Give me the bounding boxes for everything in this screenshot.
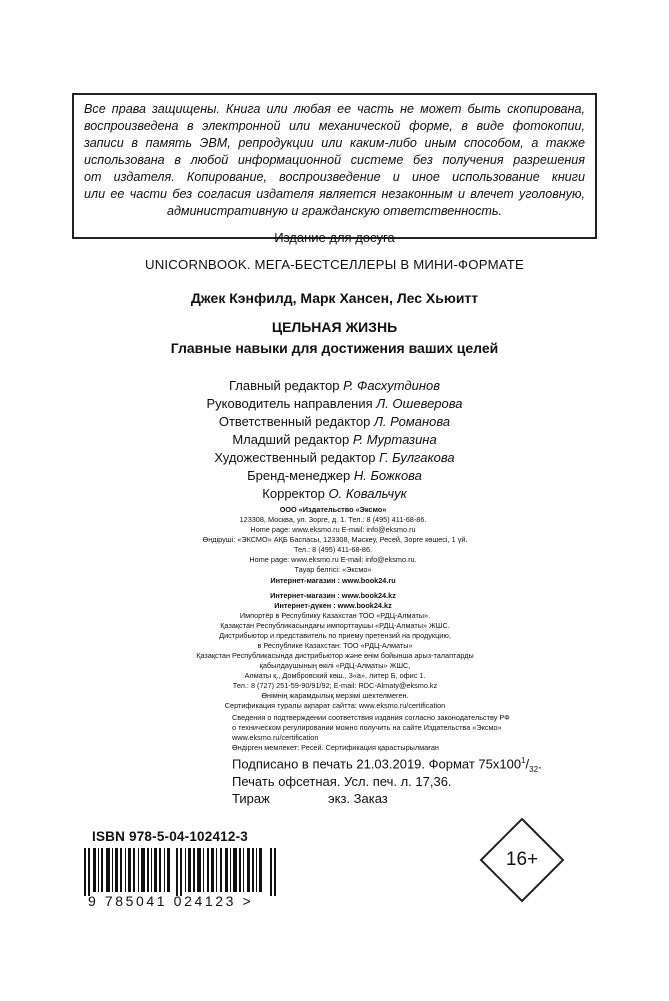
- rights-line: или ее части без согласия издателя является незаконным и влечет уголовную,: [84, 187, 585, 201]
- staff-role: Руководитель направления: [206, 396, 373, 411]
- cert-line: о техническом регулировании можно получить на сайте Издательства «Эксмо»: [232, 723, 502, 732]
- kz-line: Алматы қ., Домбровский көш., 3«а», литер Б, офис 1.: [244, 671, 426, 680]
- publisher-phone: Тел.: 8 (495) 411-68-86.: [293, 545, 373, 554]
- staff-line: [0, 450, 669, 465]
- publisher-address: 123308, Москва, ул. Зорге, д. 1. Тел.: 8 (495) 411-68-86.: [239, 515, 427, 524]
- authors: Джек Кэнфилд, Марк Хансен, Лес Хьюитт: [190, 290, 479, 306]
- kz-line: Қазақстан Республикасындағы импорттаушы «РДЦ-Алматы» ЖШС.: [220, 621, 450, 630]
- publisher-web: Home page: www.eksmo.ru E-mail: info@eksmo.ru: [250, 525, 416, 534]
- staff-name: Л. Романова: [374, 414, 451, 429]
- format-numerator: 1: [521, 756, 526, 765]
- cert-line: Өндірген мемлекет: Ресей. Сертификация қарастырылмаған: [232, 743, 439, 752]
- staff-role: Младший редактор: [232, 432, 350, 447]
- kz-line: Импортёр в Республику Казахстан ТОО «РДЦ-Алматы».: [239, 611, 431, 620]
- rights-line: от издателя. Копирование, воспроизведение и иное использование книги: [84, 170, 585, 184]
- rights-notice-box: [72, 93, 597, 239]
- cert-line: www.eksmo.ru/certification: [232, 733, 319, 742]
- circulation-label: Тираж: [232, 791, 270, 806]
- kz-line: Өнімнің жарамдылық мерзімі шектелмеген.: [261, 691, 409, 700]
- staff-line: [0, 378, 669, 393]
- staff-name: О. Ковальчук: [328, 486, 407, 501]
- staff-name: Г. Булгакова: [379, 450, 455, 465]
- staff-name: Л. Ошеверова: [376, 396, 463, 411]
- print-line: Печать офсетная. Усл. печ. л. 17,36.: [232, 774, 452, 789]
- staff-role: Художественный редактор: [214, 450, 376, 465]
- staff-name: Н. Божкова: [353, 468, 422, 483]
- series-title: UNICORNBOOK. МЕГА-БЕСТСЕЛЛЕРЫ В МИНИ-ФОРМАТЕ: [144, 257, 524, 272]
- staff-name: Р. Муртазина: [352, 432, 437, 447]
- rights-line: Все права защищены. Книга или любая ее часть не может быть скопирована,: [84, 102, 585, 116]
- shop-link: Интернет-магазин : www.book24.ru: [270, 576, 396, 585]
- kz-line: в Республике Казахстан: ТОО «РДЦ-Алматы»: [257, 641, 413, 650]
- signed-to-print: Подписано в печать 21.03.2019. Формат $75х100^1/_{32}$.: [232, 756, 542, 774]
- edition-type: Издание для досуга: [274, 230, 395, 245]
- staff-role: Бренд-менеджер: [247, 468, 351, 483]
- shop-link: Интернет-магазин : www.book24.kz: [270, 591, 396, 600]
- staff-line: [0, 414, 669, 429]
- staff-role: Главный редактор: [228, 378, 340, 393]
- kz-line: Тел.: 8 (727) 251-59-90/91/92; E-mail: RDC-Almaty@eksmo.kz: [232, 681, 438, 690]
- publisher-address-kz: Өндіруші: «ЭКСМО» АҚБ Баспасы, 123308, Мәскеу, Ресей, Зорге көшесі, 1 үй.: [202, 535, 468, 544]
- staff-role: Ответственный редактор: [218, 414, 371, 429]
- staff-line: [0, 486, 669, 501]
- trademark: Тауар белгісі: «Эксмо»: [294, 565, 372, 574]
- staff-line: [0, 396, 669, 411]
- format-denominator: 32: [529, 764, 539, 774]
- age-rating: 16+: [505, 849, 539, 870]
- rights-line: записи в память ЭВМ, репродукции или каким-либо иным способом, а также: [84, 136, 585, 150]
- publisher-web-kz: Home page: www.eksmo.ru E-mail: info@eksmo.ru.: [249, 555, 417, 564]
- barcode-icon: [84, 848, 280, 896]
- book-subtitle: Главные навыки для достижения ваших целей: [170, 340, 499, 356]
- publisher-name: ООО «Издательство «Эксмо»: [279, 505, 387, 514]
- rights-line: административную и гражданскую ответственность.: [166, 204, 503, 218]
- rights-line: использована в любой информационной системе без получения разрешения: [84, 153, 585, 167]
- staff-name: Р. Фасхутдинов: [343, 378, 441, 393]
- kz-line: қабылдаушының өкілі «РДЦ-Алматы» ЖШС,: [259, 661, 411, 670]
- book-title: ЦЕЛЬНАЯ ЖИЗНЬ: [271, 319, 398, 335]
- barcode-digits: 9 785041 024123 >: [88, 893, 254, 909]
- rights-line: воспроизведена в электронной или механической форме, в виде фотокопии,: [84, 119, 585, 133]
- kz-line: Қазақстан Республикасында дистрибьютор және өнім бойынша арыз-талаптарды: [196, 651, 474, 660]
- signed-text: Подписано в печать 21.03.2019. Формат 75х100: [232, 756, 522, 772]
- kz-line: Сертификация туралы ақпарат сайтта: www.eksmo.ru/certification: [224, 701, 446, 710]
- isbn-text: ISBN 978-5-04-102412-3: [92, 829, 248, 844]
- cert-line: Сведения о подтверждении соответствия издания согласно законодательству РФ: [232, 713, 510, 722]
- shop-link: Интернет-дүкен : www.book24.kz: [274, 601, 392, 610]
- order-label: экз. Заказ: [328, 791, 388, 806]
- staff-line: [0, 432, 669, 447]
- staff-line: [0, 468, 669, 483]
- kz-line: Дистрибьютор и представитель по приему претензий на продукцию,: [219, 631, 451, 640]
- staff-role: Корректор: [262, 486, 325, 501]
